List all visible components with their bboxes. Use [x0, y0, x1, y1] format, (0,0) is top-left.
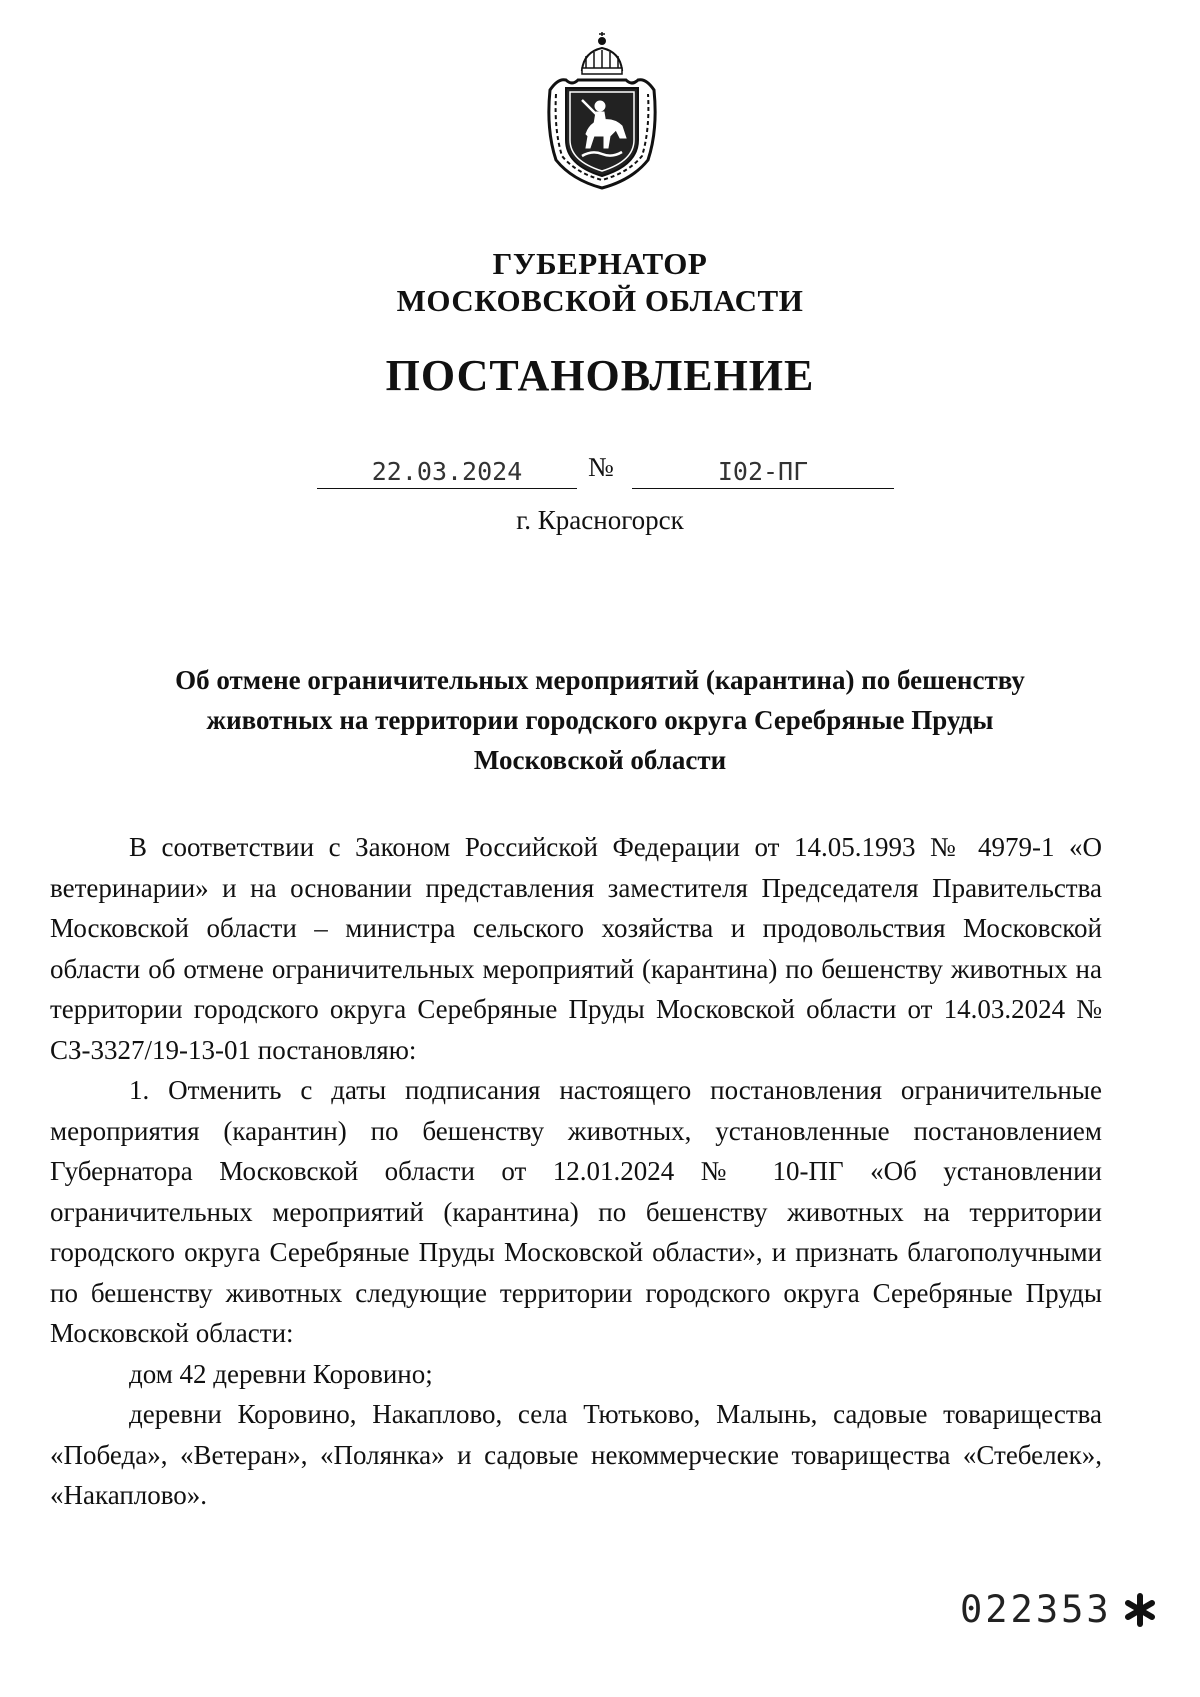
registration-line [0, 452, 1200, 492]
moscow-oblast-coat-of-arms-icon [542, 30, 662, 195]
title-line: животных на территории городского округа Серебряные Пруды [206, 705, 994, 735]
clause-1-paragraph: 1. Отменить с даты подписания настоящего постановления ограничительные мероприятия (карантин) по бешенству животных, установленные постановлением Губернатора Московской области от 12.01.2024 № 10-ПГ «Об установлении ограничительных мероприятий (карантина) по бешенству животных на территории городского округа Серебряные Пруды Московской области», и признать благополучными по бешенству животных следующие территории городского округа Серебряные Пруды Московской области: [50, 1075, 1102, 1348]
decree-title [100, 660, 1100, 780]
decree-body [50, 827, 1102, 1516]
territory-item: деревни Коровино, Накаплово, села Тютьково, Малынь, садовые товарищества «Победа», «Ветеран», «Полянка» и садовые некоммерческие товарищества «Стебелек», «Накаплово». [50, 1399, 1102, 1510]
document-type: ПОСТАНОВЛЕНИЕ [385, 351, 815, 400]
serial-number: 022353 [960, 1588, 1112, 1631]
date-field [317, 452, 577, 489]
number-sign: № [588, 452, 614, 482]
date-value: 22.03.2024 [371, 457, 523, 486]
preamble-paragraph: В соответствии с Законом Российской Федерации от 14.05.1993 № 4979-1 «О ветеринарии» и на основании представления заместителя Председателя Правительства Московской области – министра сельского хозяйства и продовольствия Московской области об отмене ограничительных мероприятий (карантина) по бешенству животных на территории городского округа Серебряные Пруды Московской области от 14.03.2024 № СЗ-3327/19-13-01 постановляю: [50, 832, 1102, 1065]
number-value: I02-ПГ [717, 457, 809, 486]
org-name-line2: МОСКОВСКОЙ ОБЛАСТИ [396, 283, 804, 318]
serial-stamp [960, 1588, 1180, 1638]
title-line: Московской области [473, 745, 727, 775]
asterisk-icon [1120, 1590, 1160, 1630]
city: г. Красногорск [516, 505, 684, 535]
number-field [632, 452, 894, 489]
org-name-line1: ГУБЕРНАТОР [492, 246, 708, 281]
territory-item: дом 42 деревни Коровино; [129, 1358, 433, 1389]
title-line: Об отмене ограничительных мероприятий (карантина) по бешенству [175, 665, 1025, 695]
